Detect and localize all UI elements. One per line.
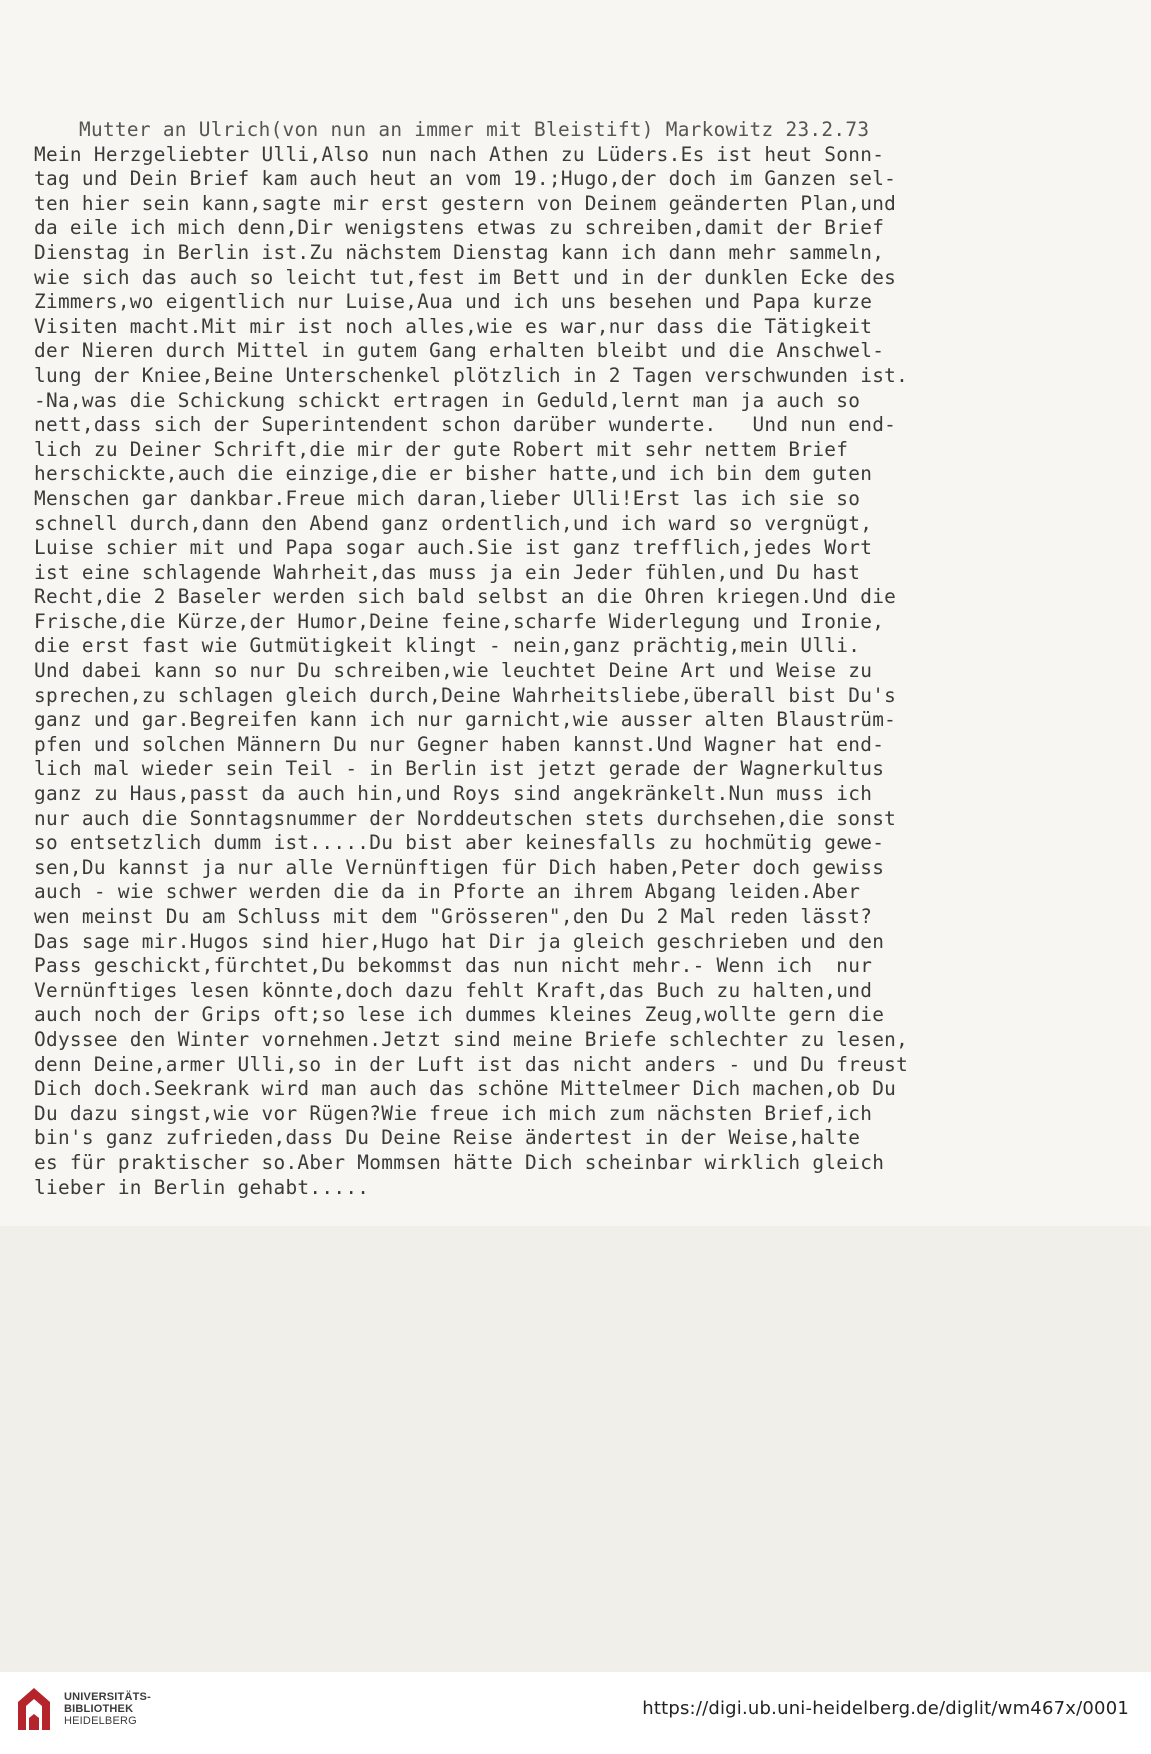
letter-line: nur auch die Sonntagsnummer der Norddeutschen stets durchsehen,die sonst	[34, 806, 897, 830]
letter-line: Dich doch.Seekrank wird man auch das schöne Mittelmeer Dich machen,ob Du	[34, 1077, 897, 1101]
source-url-link[interactable]: https://digi.ub.uni-heidelberg.de/diglit/wm467x/0001	[642, 1698, 1129, 1719]
letter-line: Odyssee den Winter vornehmen.Jetzt sind meine Briefe schlechter zu lesen,	[34, 1027, 909, 1051]
letter-line: nett,dass sich der Superintendent schon darüber wunderte. Und nun end-	[34, 413, 897, 437]
letter-line: bin's ganz zufrieden,dass Du Deine Reise ändertest in der Weise,halte	[34, 1126, 861, 1150]
letter-line: Das sage mir.Hugos sind hier,Hugo hat Dir ja gleich geschrieben und den	[34, 929, 885, 953]
letter-heading-line: Mutter an Ulrich(von nun an immer mit Bleistift) Markowitz 23.2.73	[79, 118, 870, 141]
letter-line: lich zu Deiner Schrift,die mir der gute Robert mit sehr nettem Brief	[34, 437, 849, 461]
letter-line: Menschen gar dankbar.Freue mich daran,lieber Ulli!Erst las ich sie so	[34, 486, 861, 510]
letter-line: sen,Du kannst ja nur alle Vernünftigen für Dich haben,Peter doch gewiss	[34, 855, 885, 879]
library-logo[interactable]	[12, 1679, 172, 1739]
letter-line: auch - wie schwer werden die da in Pforte an ihrem Abgang leiden.Aber	[34, 880, 861, 904]
letter-line: -Na,was die Schickung schickt ertragen in Geduld,lernt man ja auch so	[34, 388, 861, 412]
library-logo-text	[64, 1691, 151, 1727]
library-logo-icon	[12, 1684, 56, 1734]
letter-line: so entsetzlich dumm ist.....Du bist aber keinesfalls zu hochmütig gewe-	[34, 831, 885, 855]
letter-line: ten hier sein kann,sagte mir erst gestern von Deinem geänderten Plan,und	[34, 191, 897, 215]
letter-line: Visiten macht.Mit mir ist noch alles,wie es war,nur dass die Tätigkeit	[34, 314, 873, 338]
letter-line: es für praktischer so.Aber Mommsen hätte Dich scheinbar wirklich gleich	[34, 1150, 885, 1174]
letter-line: ganz und gar.Begreifen kann ich nur garnicht,wie ausser alten Blaustrüm-	[34, 708, 897, 732]
letter-line: lich mal wieder sein Teil - in Berlin ist jetzt gerade der Wagnerkultus	[34, 757, 885, 781]
letter-line: ist eine schlagende Wahrheit,das muss ja ein Jeder fühlen,und Du hast	[34, 560, 861, 584]
letter-line: auch noch der Grips oft;so lese ich dummes kleines Zeug,wollte gern die	[34, 1003, 885, 1027]
letter-line: Frische,die Kürze,der Humor,Deine feine,scharfe Widerlegung und Ironie,	[34, 609, 885, 633]
letter-line: Luise schier mit und Papa sogar auch.Sie ist ganz trefflich,jedes Wort	[34, 536, 873, 560]
letter-line: wie sich das auch so leicht tut,fest im Bett und in der dunklen Ecke des	[34, 265, 897, 289]
logo-line-2: BIBLIOTHEK	[64, 1703, 134, 1715]
blank-sheet-area	[0, 1226, 1151, 1672]
letter-line: wen meinst Du am Schluss mit dem "Grösseren",den Du 2 Mal reden lässt?	[34, 905, 873, 928]
letter-line: Zimmers,wo eigentlich nur Luise,Aua und ich uns besehen und Papa kurze	[34, 290, 873, 314]
letter-line: Dienstag in Berlin ist.Zu nächstem Dienstag kann ich dann mehr sammeln,	[34, 240, 885, 264]
letter-line: pfen und solchen Männern Du nur Gegner haben kannst.Und Wagner hat end-	[34, 732, 885, 756]
letter-line: sprechen,zu schlagen gleich durch,Deine Wahrheitsliebe,überall bist Du's	[34, 683, 897, 707]
letter-line: ganz zu Haus,passt da auch hin,und Roys sind angekränkelt.Nun muss ich	[34, 782, 873, 806]
letter-line: lieber in Berlin gehabt.....	[34, 1175, 370, 1199]
letter-line: tag und Dein Brief kam auch heut an vom 19.;Hugo,der doch im Ganzen sel-	[34, 167, 897, 191]
letter-text	[34, 118, 1124, 1200]
letter-line: Pass geschickt,fürchtet,Du bekommst das nun nicht mehr.- Wenn ich nur	[34, 954, 873, 978]
letter-line: denn Deine,armer Ulli,so in der Luft ist das nicht anders - und Du freust	[34, 1052, 909, 1076]
letter-line: da eile ich mich denn,Dir wenigstens etwas zu schreiben,damit der Brief	[34, 216, 885, 240]
logo-line-3: HEIDELBERG	[64, 1715, 137, 1727]
letter-line: Und dabei kann so nur Du schreiben,wie leuchtet Deine Art und Weise zu	[34, 659, 873, 683]
letter-line: der Nieren durch Mittel in gutem Gang erhalten bleibt und die Anschwel-	[34, 339, 885, 363]
logo-line-1: UNIVERSITÄTS-	[64, 1691, 151, 1703]
letter-line: Vernünftiges lesen könnte,doch dazu fehlt Kraft,das Buch zu halten,und	[34, 978, 873, 1002]
letter-line: schnell durch,dann den Abend ganz ordentlich,und ich ward so vergnügt,	[34, 511, 873, 535]
letter-line: Du dazu singst,wie vor Rügen?Wie freue ich mich zum nächsten Brief,ich	[34, 1101, 873, 1125]
letter-line: herschickte,auch die einzige,die er bisher hatte,und ich bin dem guten	[34, 462, 873, 486]
letter-line: Recht,die 2 Baseler werden sich bald selbst an die Ohren kriegen.Und die	[34, 585, 897, 609]
letter-line: lung der Kniee,Beine Unterschenkel plötzlich in 2 Tagen verschwunden ist.	[34, 363, 909, 387]
letter-line: Mein Herzgeliebter Ulli,Also nun nach Athen zu Lüders.Es ist heut Sonn-	[34, 142, 885, 166]
letter-line: die erst fast wie Gutmütigkeit klingt - nein,ganz prächtig,mein Ulli.	[34, 634, 861, 658]
